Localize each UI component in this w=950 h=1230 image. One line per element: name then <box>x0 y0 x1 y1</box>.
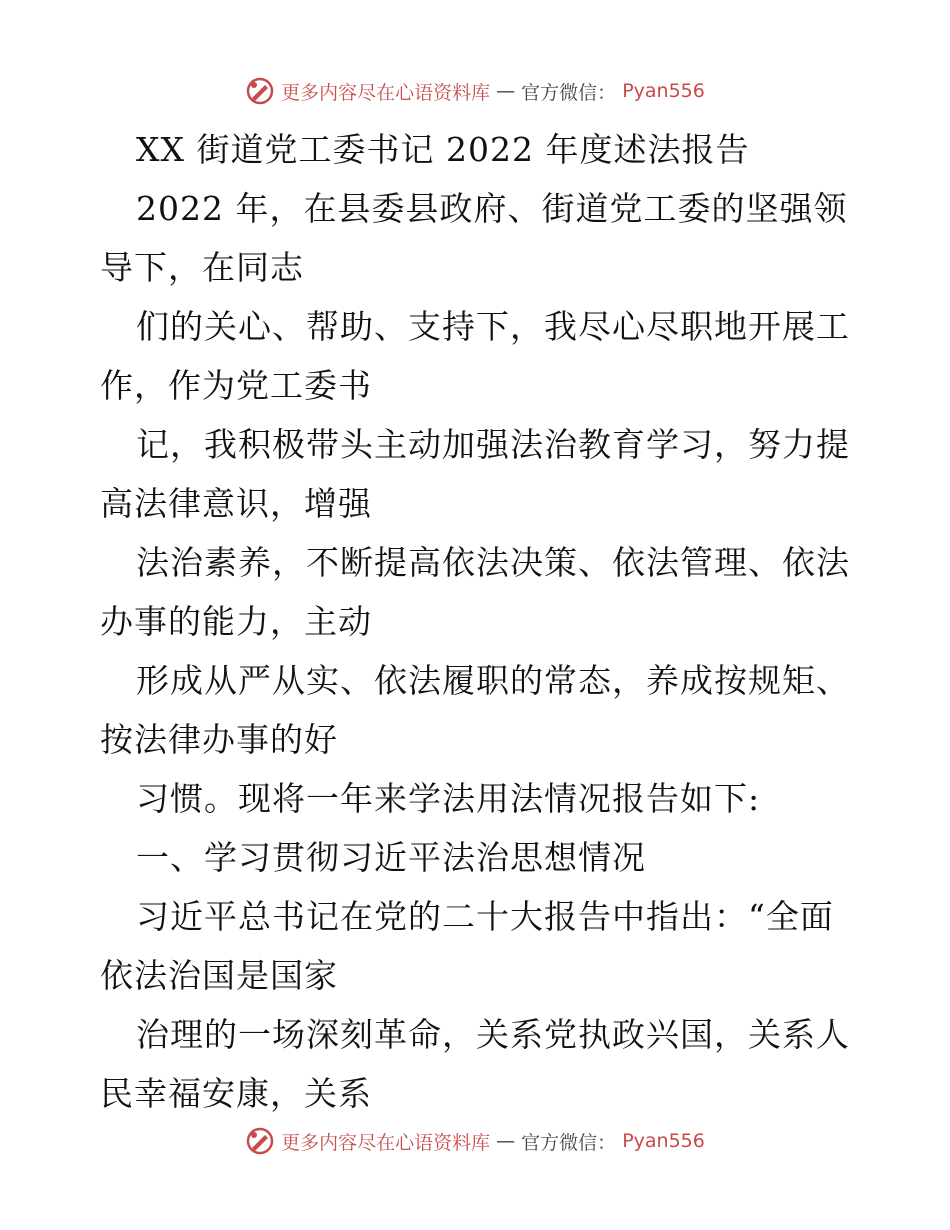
body-line: 们的关心、帮助、支持下，我尽心尽职地开展工 <box>136 307 850 346</box>
logo-icon <box>245 1126 275 1156</box>
body-line: 记，我积极带头主动加强法治教育学习，努力提 <box>136 425 850 464</box>
body-line: 形成从严从实、依法履职的常态，养成按规矩、 <box>136 661 850 700</box>
watermark-wechat-label: 官方微信： <box>521 1131 617 1154</box>
body-line: 2022 年，在县委县政府、街道党工委的坚强领 <box>136 189 848 228</box>
body-line: 治理的一场深刻革命，关系党执政兴国，关系人 <box>136 1015 850 1054</box>
body-line: 依法治国是国家 <box>100 956 338 995</box>
watermark-site-text: 更多内容尽在心语资料库 <box>281 1131 491 1154</box>
watermark-wechat-id: Pyan556 <box>622 1130 705 1152</box>
document-body <box>100 120 860 1123</box>
body-line: 法治素养，不断提高依法决策、依法管理、依法 <box>136 543 850 582</box>
body-line: 高法律意识，增强 <box>100 484 372 523</box>
footer-watermark <box>0 1126 950 1156</box>
body-line: 作，作为党工委书 <box>100 366 372 405</box>
watermark-dash: — <box>496 1130 516 1152</box>
body-line: 导下，在同志 <box>100 248 304 287</box>
body-line: 民幸福安康，关系 <box>100 1074 372 1113</box>
watermark-site-text: 更多内容尽在心语资料库 <box>281 81 491 104</box>
watermark-wechat-id: Pyan556 <box>622 80 705 102</box>
body-line: 按法律办事的好 <box>100 720 338 759</box>
watermark-wechat-label: 官方微信： <box>521 81 617 104</box>
section-heading: 一、学习贯彻习近平法治思想情况 <box>136 838 646 877</box>
body-line: 办事的能力，主动 <box>100 602 372 641</box>
watermark-dash: — <box>496 80 516 102</box>
document-title: XX 街道党工委书记 2022 年度述法报告 <box>136 130 750 169</box>
body-line: 习近平总书记在党的二十大报告中指出：“全面 <box>136 897 834 936</box>
logo-icon <box>245 76 275 106</box>
header-watermark <box>0 76 950 106</box>
body-line: 习惯。现将一年来学法用法情况报告如下: <box>136 779 761 818</box>
